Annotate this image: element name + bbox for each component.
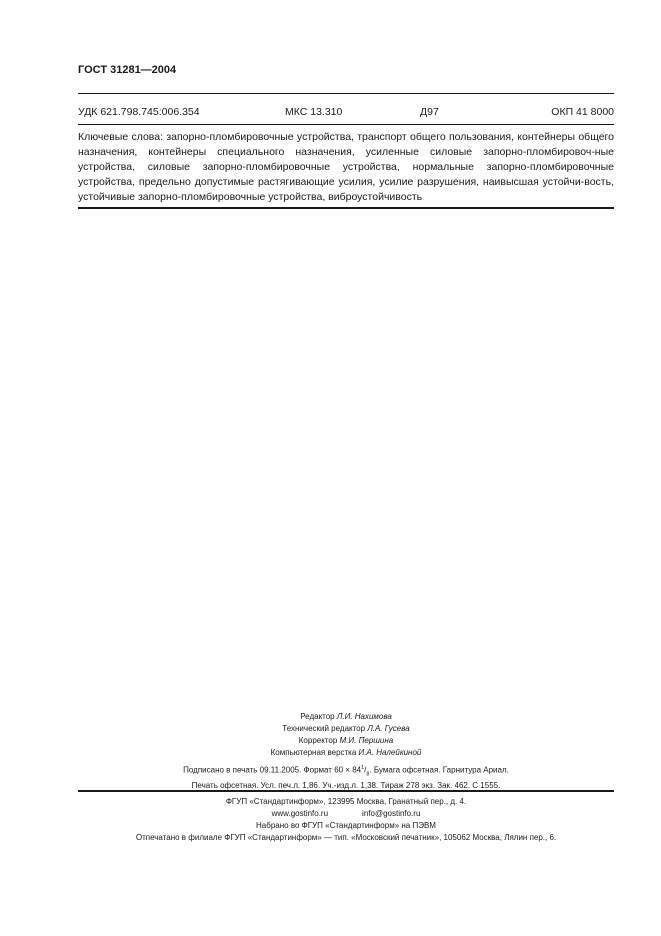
keywords-paragraph: [78, 130, 614, 205]
publisher-typeset: Набрано во ФГУП «Стандартинформ» на ПЭВМ: [256, 821, 436, 830]
credit-tech-editor: Технический редактор Л.А. Гусева: [282, 724, 410, 733]
publisher-address: ФГУП «Стандартинформ», 123995 Москва, Гранатный пер., д. 4.: [225, 797, 467, 806]
document-code: ГОСТ 31281—2004: [78, 64, 177, 76]
keywords-label: Ключевые слова:: [78, 131, 164, 143]
credits-block: [78, 711, 614, 759]
classification-rule: [78, 124, 614, 125]
keywords-text: запорно-пломбировочные устройства, транспорт общего пользования, контейнеры общего назначения, контейнеры специального назначения, усиленные силовые запорно-пломбировоч-ные устройства, силовые запорно-пломбировочные устройства, нормальные запорно-пломбировочные устройства, предельно допустимые растягивающие усилия, усилие разрушения, наивысшая устойчи-вость, устойчивые запорно-пломбировочные устройства, виброустойчивость: [78, 131, 614, 203]
credit-proofreader: Корректор М.И. Першина: [298, 736, 394, 745]
udk-code: УДК 621.798.745:006.354: [78, 106, 200, 118]
publisher-email: info@gostinfo.ru: [362, 809, 421, 818]
print-info: [78, 762, 614, 792]
publisher-block: [78, 796, 614, 844]
mks-code: МКС 13.310: [285, 106, 343, 118]
keywords-rule: [78, 207, 614, 209]
publisher-printed: Отпечатано в филиале ФГУП «Стандартинформ» — тип. «Московский печатник», 105062 Москва, Лялин пер., 6.: [135, 833, 557, 842]
group-code: Д97: [420, 106, 439, 118]
publisher-website: www.gostinfo.ru: [271, 809, 329, 818]
credit-editor: Редактор Л.И. Нахимова: [300, 712, 392, 721]
okp-code: ОКП 41 8000: [551, 106, 614, 118]
publisher-contacts: [78, 808, 614, 820]
header-rule: [78, 93, 614, 94]
print-info-line1: Подписано в печать 09.11.2005. Формат $60 \times 84^1/_8$. Бумага офсетная. Гарнитура Ариал.: [183, 765, 509, 778]
classification-row: [78, 106, 614, 120]
imprint-rule: [78, 790, 614, 792]
credit-layout: Компьютерная верстка И.А. Налейкиной: [270, 748, 422, 757]
print-info-line2: Печать офсетная. Усл. печ.л. 1,86. Уч.-изд.л. 1,38. Тираж 278 экз. Зак. 462. С 1555.: [191, 781, 501, 791]
